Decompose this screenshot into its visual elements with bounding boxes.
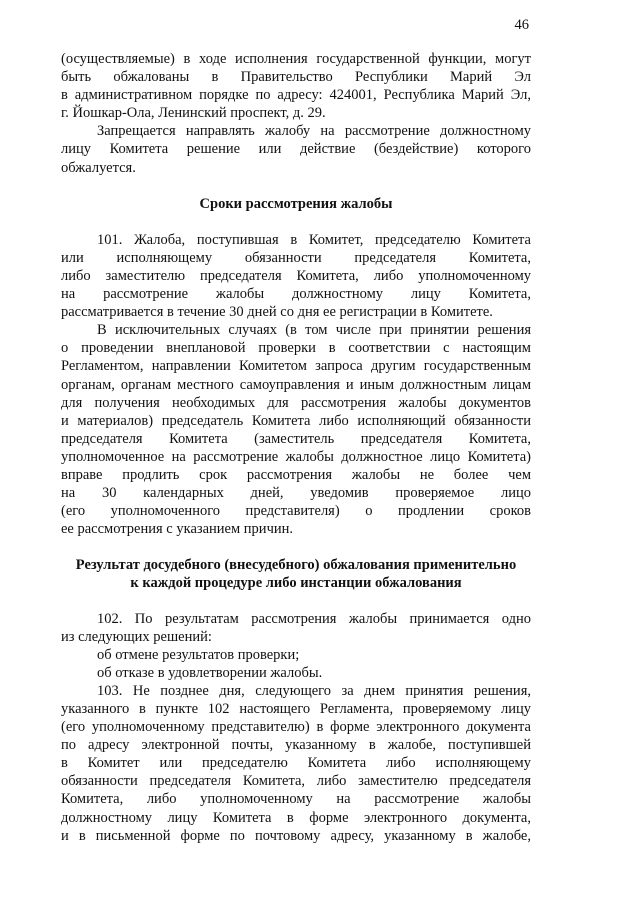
- text-line: Запрещается направлять жалобу на рассмотрение должностному: [97, 123, 531, 140]
- text-line: 103. Не позднее дня, следующего за днем принятия решения,: [97, 682, 531, 699]
- text-line: вправе продлить срок рассмотрения жалобы не более чем: [61, 466, 531, 483]
- heading-line: Результат досудебного (внесудебного) обжалования применительно: [75, 557, 517, 574]
- text-line: в Комитет или председателю Комитета либо исполняющему: [61, 755, 531, 772]
- paragraph-103: [61, 682, 531, 845]
- text-line: быть обжалованы в Правительство Республики Марий Эл: [61, 69, 531, 86]
- text-line: В исключительных случаях (в том числе при принятии решения: [97, 322, 531, 339]
- text-line: о проведении внеплановой проверки в соответствии с настоящим: [61, 340, 531, 357]
- section-heading-terms: Сроки рассмотрения жалобы: [199, 195, 393, 212]
- text-line: органам, органам местного самоуправления и иным должностным лицам: [61, 376, 531, 393]
- text-line: Регламентом, направлении Комитетом запроса другим государственным: [61, 358, 531, 375]
- text-line: и материалов) председатель Комитета либо исполняющий обязанности: [61, 412, 531, 429]
- text-line: 101. Жалоба, поступившая в Комитет, председателю Комитета: [97, 231, 531, 248]
- text-line: ее рассмотрения с указанием причин.: [61, 521, 293, 538]
- text-line: из следующих решений:: [61, 628, 212, 645]
- text-line: (осуществляемые) в ходе исполнения государственной функции, могут: [61, 51, 531, 67]
- text-line: должностному лицу Комитета в форме электронного документа,: [61, 809, 531, 826]
- text-line: по адресу электронной почты, указанному в жалобе, поступившей: [61, 737, 531, 754]
- text-line: председателя Комитета (заместитель председателя Комитета,: [61, 430, 531, 447]
- paragraph-102: [61, 610, 531, 646]
- section-heading-result: [61, 556, 531, 592]
- text-line: г. Йошкар-Ола, Ленинский проспект, д. 29.: [61, 105, 326, 122]
- text-line: для получения необходимых для рассмотрения жалобы документов: [61, 394, 531, 411]
- paragraph-appeal-government: [61, 50, 531, 122]
- paragraph-101: [61, 231, 531, 321]
- text-line: обязанности председателя Комитета, либо заместителю председателя: [61, 773, 531, 790]
- text-line: или исполняющему обязанности председателя Комитета,: [61, 249, 531, 266]
- page-number: 46: [514, 17, 529, 33]
- text-line: 102. По результатам рассмотрения жалобы принимается одно: [97, 610, 531, 627]
- decision-option-refuse: об отказе в удовлетворении жалобы.: [97, 664, 323, 681]
- decision-option-cancel: об отмене результатов проверки;: [97, 646, 300, 663]
- text-line: обжалуется.: [61, 159, 136, 176]
- document-body: [61, 50, 531, 845]
- text-line: рассматривается в течение 30 дней со дня ее регистрации в Комитете.: [61, 304, 493, 321]
- text-line: (его уполномоченному представителю) в форме электронного документа: [61, 719, 531, 736]
- text-line: в административном порядке по адресу: 424001, Республика Марий Эл,: [61, 87, 531, 104]
- heading-line: к каждой процедуре либо инстанции обжалования: [130, 575, 462, 592]
- text-line: уполномоченное на рассмотрение жалобы должностное лицо Комитета): [61, 448, 531, 465]
- text-line: на рассмотрение жалобы должностному лицу Комитета,: [61, 286, 531, 303]
- text-line: Комитета, либо уполномоченному на рассмотрение жалобы: [61, 791, 531, 808]
- paragraph-prohibition: [61, 122, 531, 176]
- text-line: на 30 календарных дней, уведомив проверяемое лицо: [61, 485, 531, 502]
- text-line: либо заместителю председателя Комитета, либо уполномоченному: [61, 267, 531, 284]
- paragraph-exceptional-cases: [61, 321, 531, 538]
- text-line: (его уполномоченного представителя) о продлении сроков: [61, 503, 531, 520]
- text-line: указанного в пункте 102 настоящего Регламента, проверяемому лицу: [61, 701, 531, 717]
- text-line: лицу Комитета решение или действие (бездействие) которого: [61, 141, 531, 158]
- text-line: и в письменной форме по почтовому адресу, указанному в жалобе,: [61, 827, 531, 844]
